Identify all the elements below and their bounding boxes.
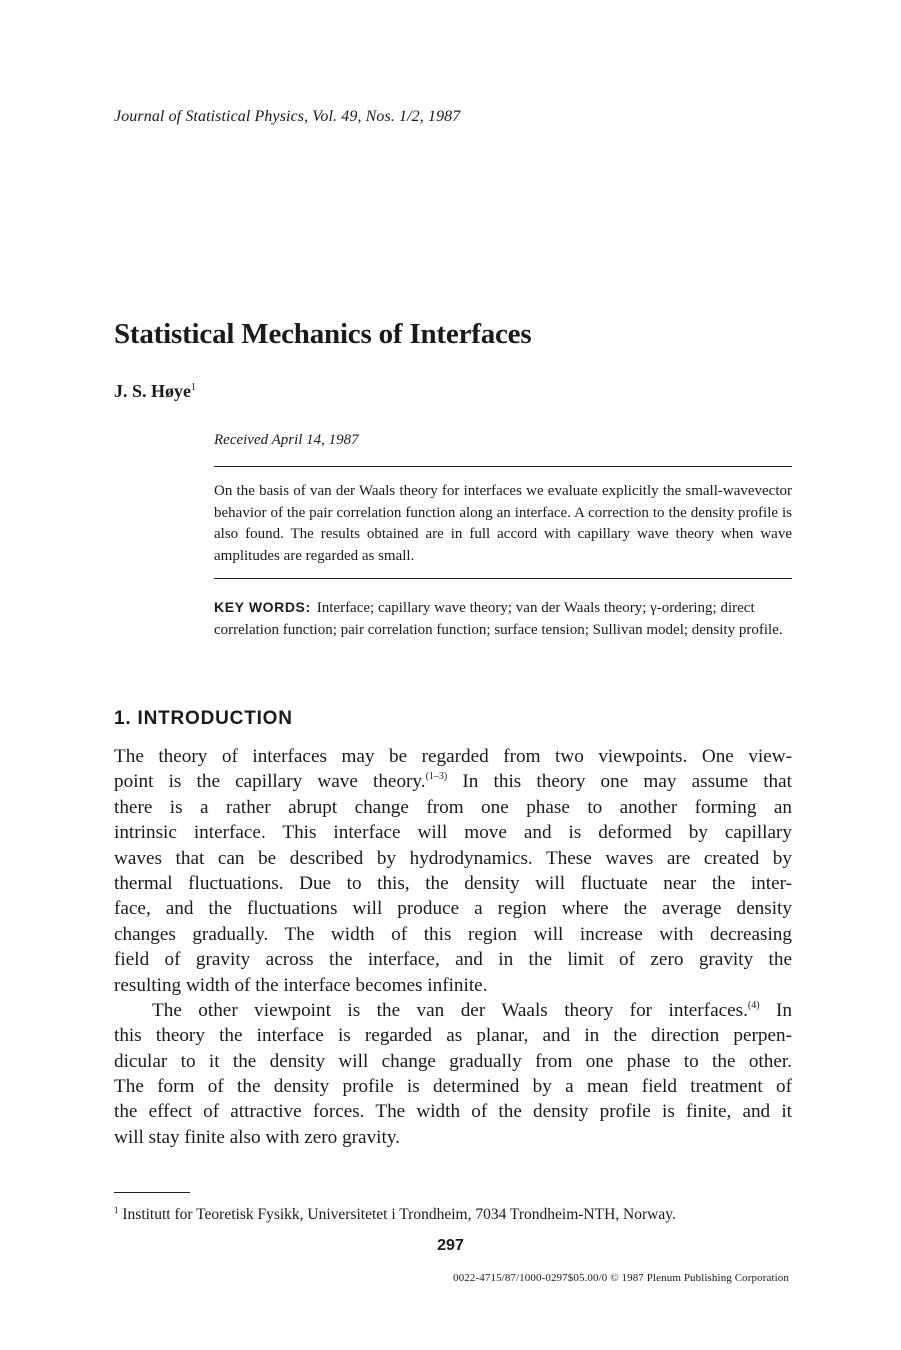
author-footnote-mark: 1 <box>191 382 197 393</box>
keywords <box>214 597 792 641</box>
abstract-bottom-rule <box>214 578 792 579</box>
abstract-top-rule <box>214 466 792 467</box>
footnote-mark: 1 <box>114 1205 119 1215</box>
body-line: field of gravity across the interface, and in the limit of zero gravity the <box>114 949 792 971</box>
received-date: Received April 14, 1987 <box>214 432 359 448</box>
body-line: face, and the fluctuations will produce a region where the average density <box>114 898 792 920</box>
citation-ref: (4) <box>747 999 760 1011</box>
section-heading: 1. INTRODUCTION <box>114 708 293 729</box>
body-line: The other viewpoint is the van der Waals theory for interfaces.$^{(4)}$ In <box>152 999 793 1021</box>
body-line: waves that can be described by hydrodynamics. These waves are created by <box>114 847 792 869</box>
copyright-imprint: 0022-4715/87/1000-0297$05.00/0 © 1987 Plenum Publishing Corporation <box>453 1272 789 1284</box>
body-line: will stay finite also with zero gravity. <box>114 1126 400 1148</box>
citation-ref: (1–3) <box>425 771 448 783</box>
body-line: dicular to it the density will change gradually from one phase to the other. <box>114 1050 792 1072</box>
body-line: the effect of attractive forces. The width of the density profile is finite, and it <box>114 1101 792 1123</box>
journal-citation: Journal of Statistical Physics, Vol. 49, Nos. 1/2, 1987 <box>114 108 461 125</box>
article-title: Statistical Mechanics of Interfaces <box>114 318 532 350</box>
body-line: there is a rather abrupt change from one phase to another forming an <box>114 796 792 818</box>
section-body <box>114 744 792 1150</box>
abstract: On the basis of van der Waals theory for interfaces we evaluate explicitly the small-wavevector behavior of the pair correlation function along an interface. A correction to the density profile is also found. The results obtained are in full accord with capillary wave theory when wave amplitudes are regarded as small. <box>214 483 792 564</box>
body-line: this theory the interface is regarded as planar, and in the direction perpen- <box>114 1025 792 1047</box>
keywords-text: Interface; capillary wave theory; van der Waals theory; γ-ordering; direct correlation function; pair correlation function; surface tension; Sullivan model; density profile. <box>214 600 783 638</box>
keywords-label: KEY WORDS: <box>214 599 311 615</box>
footnote-rule <box>114 1192 190 1193</box>
author-line <box>114 381 196 402</box>
body-line: The form of the density profile is determined by a mean field treatment of <box>114 1076 792 1098</box>
footnote-text: Institutt for Teoretisk Fysikk, Universitetet i Trondheim, 7034 Trondheim-NTH, Norway. <box>122 1206 676 1223</box>
body-line: changes gradually. The width of this region will increase with decreasing <box>114 923 792 945</box>
body-line: thermal fluctuations. Due to this, the density will fluctuate near the inter- <box>114 872 792 894</box>
body-line: The theory of interfaces may be regarded from two viewpoints. One view- <box>114 746 792 767</box>
page-number: 297 <box>437 1237 464 1254</box>
body-line: intrinsic interface. This interface will move and is deformed by capillary <box>114 822 792 844</box>
author-name: J. S. Høye <box>114 381 192 401</box>
body-line: resulting width of the interface becomes infinite. <box>114 974 488 996</box>
body-line: point is the capillary wave theory.$^{(1-3)}$ In this theory one may assume that <box>114 771 792 793</box>
footnote <box>114 1205 676 1224</box>
